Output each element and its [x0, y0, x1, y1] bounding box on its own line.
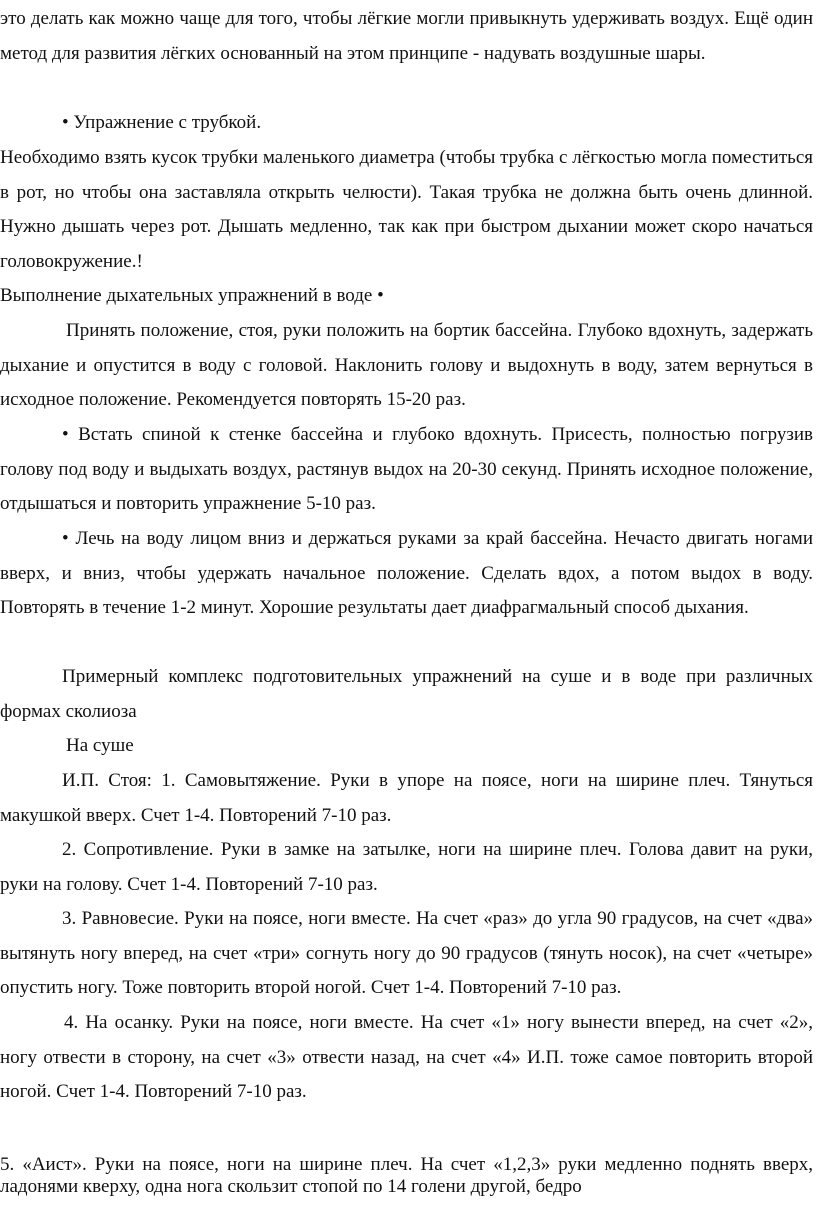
- paragraph-lung-training: это делать как можно чаще для того, чтобы лёгкие могли привыкнуть удерживать воздух. Ещё один метод для развития лёгких основанный на этом принципе - надувать воздушные шары.: [0, 8, 813, 64]
- exercise-3-balance: 3. Равновесие. Руки на поясе, ноги вместе. На счет «раз» до угла 90 градусов, на счет «два» вытянуть ногу вперед, на счет «три» согнуть ногу до 90 градусов (тянуть носок), на счет «четыре» опустить ногу. Тоже повторить второй ногой. Счет 1-4. Повторений 7-10 раз.: [0, 908, 813, 999]
- paragraph-water-exercise-2: • Встать спиной к стенке бассейна и глубоко вдохнуть. Присесть, полностью погрузив голову под воду и выдыхать воздух, растянув выдох на 20-30 секунд. Принять исходное положение, отдышаться и повторить упражнение 5-10 раз.: [0, 424, 813, 515]
- exercise-5-stork: 5. «Аист». Руки на поясе, ноги на ширине плеч. На счет «1,2,3» руки медленно поднять вверх, ладонями кверху, одна нога скользит стопой по 14 голени другой, бедро: [0, 1154, 813, 1197]
- exercise-1-self-stretch: И.П. Стоя: 1. Самовытяжение. Руки в упоре на поясе, ноги на ширине плеч. Тянуться макушкой вверх. Счет 1-4. Повторений 7-10 раз.: [0, 770, 813, 826]
- paragraph-water-exercise-3: • Лечь на воду лицом вниз и держаться руками за край бассейна. Нечасто двигать ногами вверх, и вниз, чтобы удержать начальное положение. Сделать вдох, а потом выдох в воду. Повторять в течение 1-2 минут. Хорошие результаты дает диафрагмальный способ дыхания.: [0, 528, 813, 619]
- subheading-on-land: На суше: [66, 735, 134, 756]
- exercise-2-resistance: 2. Сопротивление. Руки в замке на затылке, ноги на ширине плеч. Голова давит на руки, руки на голову. Счет 1-4. Повторений 7-10 раз.: [0, 839, 813, 895]
- exercise-4-posture: 4. На осанку. Руки на поясе, ноги вместе. На счет «1» ногу вынести вперед, на счет «2», ногу отвести в сторону, на счет «3» отвести назад, на счет «4» И.П. тоже самое повторить второй ногой. Счет 1-4. Повторений 7-10 раз.: [0, 1012, 813, 1103]
- heading-water-exercises: Выполнение дыхательных упражнений в воде •: [0, 285, 384, 306]
- paragraph-tube-exercise: Необходимо взять кусок трубки маленького диаметра (чтобы трубка с лёгкостью могла поместиться в рот, но чтобы она заставляла открыть челюсти). Такая трубка не должна быть очень длинной. Нужно дышать через рот. Дышать медленно, так как при быстром дыхании может скоро начаться головокружение.!: [0, 147, 813, 272]
- heading-tube-exercise: • Упражнение с трубкой.: [62, 112, 262, 133]
- section-title-complex: Примерный комплекс подготовительных упражнений на суше и в воде при различных формах сколиоза: [0, 666, 813, 722]
- paragraph-water-exercise-1: Принять положение, стоя, руки положить на бортик бассейна. Глубоко вдохнуть, задержать дыхание и опустится в воду с головой. Наклонить голову и выдохнуть в воду, затем вернуться в исходное положение. Рекомендуется повторять 15-20 раз.: [0, 320, 813, 411]
